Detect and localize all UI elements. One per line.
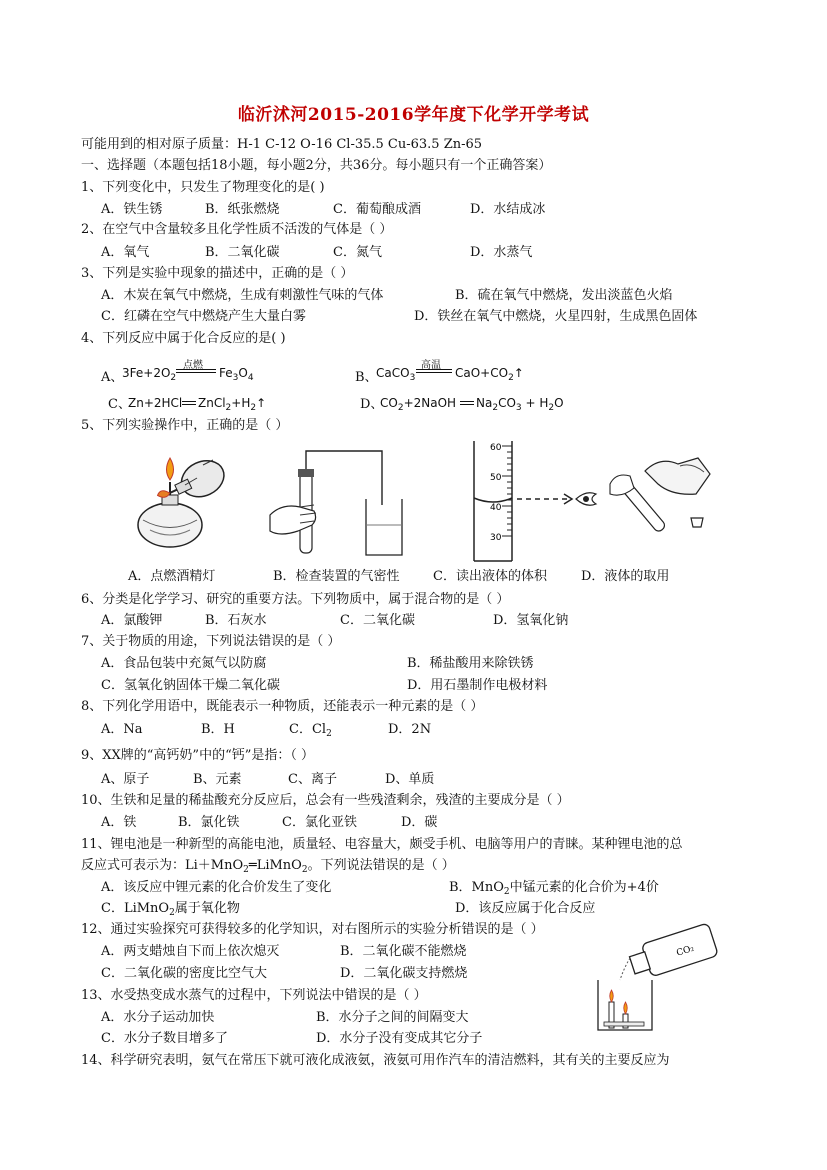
q13-option-a: A．水分子运动加快	[101, 1010, 215, 1025]
q5-option-c: C．读出液体的体积	[433, 569, 547, 584]
q8-option-a: A．Na	[101, 722, 143, 737]
q4-eq-a-right: $Fe_3O_4$	[219, 366, 254, 383]
question-10-stem: 10、生铁和足量的稀盐酸充分反应后，总会有一些残渣剩余，残渣的主要成分是（ ）	[81, 793, 570, 808]
q8-option-d: D．2N	[388, 722, 432, 737]
q3-option-a: A．木炭在氧气中燃烧，生成有刺激性气味的气体	[101, 288, 384, 303]
q4-option-c-label: C、	[108, 397, 131, 412]
q13-option-c: C．水分子数目增多了	[101, 1031, 228, 1046]
page-title: 临沂沭河2015-2016学年度下化学开学考试	[237, 105, 590, 125]
q10-option-c: C．氯化亚铁	[282, 815, 357, 830]
question-13-stem: 13、水受热变成水蒸气的过程中，下列说法中错误的是（ ）	[81, 988, 427, 1003]
question-5-stem: 5、下列实验操作中，正确的是（ ）	[81, 418, 289, 433]
q6-option-d: D．氢氧化钠	[493, 613, 569, 628]
question-1-stem: 1、下列变化中，只发生了物理变化的是( )	[81, 180, 325, 195]
cylinder-mark-40: 40	[490, 503, 502, 513]
q13-option-b: B．水分子之间的间隔变大	[316, 1010, 469, 1025]
q4-eq-c-left: Zn+2HCl	[128, 396, 183, 410]
q4-eq-c-equals	[182, 401, 196, 405]
q6-option-c: C．二氧化碳	[340, 613, 415, 628]
question-2-stem: 2、在空气中含量较多且化学性质不活泼的气体是（ ）	[81, 222, 393, 237]
q10-option-a: A．铁	[101, 815, 137, 830]
q4-option-a-label: A、	[101, 370, 124, 385]
co2-label: CO₂	[675, 943, 696, 959]
question-14-stem: 14、科学研究表明，氨气在常压下就可液化成液氨，液氨可用作汽车的清洁燃料，其有关的主要反应为	[81, 1053, 670, 1068]
q1-option-b: B．纸张燃烧	[205, 202, 280, 217]
q6-option-a: A．氯酸钾	[101, 613, 163, 628]
q4-eq-d-equals	[460, 401, 474, 405]
q11-option-b: B．MnO$_2$中锰元素的化合价为+4价	[449, 880, 659, 897]
q2-option-a: A．氧气	[101, 245, 150, 260]
q2-option-b: B．二氧化碳	[205, 245, 280, 260]
question-3-stem: 3、下列是实验中现象的描述中，正确的是（ ）	[81, 266, 354, 281]
cylinder-reading-figure	[462, 436, 612, 566]
q5-option-a: A．点燃酒精灯	[128, 569, 216, 584]
section-heading: 一、选择题（本题包括18小题，每小题2分，共36分。每小题只有一个正确答案）	[81, 158, 552, 173]
q11-option-d: D．该反应属于化合反应	[455, 901, 596, 916]
q9-option-a: A、原子	[101, 772, 150, 787]
question-4-stem: 4、下列反应中属于化合反应的是( )	[81, 331, 286, 346]
cylinder-mark-60: 60	[490, 443, 502, 453]
cylinder-mark-30: 30	[490, 533, 502, 543]
q8-option-b: B．H	[201, 722, 235, 737]
q3-option-c: C．红磷在空气中燃烧产生大量白雾	[101, 309, 306, 324]
q4-eq-d-right: $Na_2CO_3 + H_2O$	[476, 396, 564, 413]
q4-option-d-label: D、	[360, 397, 384, 412]
question-8-stem: 8、下列化学用语中，既能表示一种物质，还能表示一种元素的是（ ）	[81, 699, 484, 714]
q5-option-d: D．液体的取用	[581, 569, 670, 584]
airtightness-figure	[262, 445, 412, 560]
q10-option-d: D．碳	[401, 815, 438, 830]
q9-option-c: C、离子	[288, 772, 337, 787]
q4-eq-d-left: $CO_2+2NaOH$	[380, 396, 457, 413]
co2-candles-figure	[590, 922, 730, 1037]
q13-option-d: D．水分子没有变成其它分子	[316, 1031, 483, 1046]
q8-option-c: C．$Cl_2$	[289, 722, 332, 739]
question-7-stem: 7、关于物质的用途，下列说法错误的是（ ）	[81, 634, 341, 649]
q3-option-b: B．硫在氧气中燃烧，发出淡蓝色火焰	[455, 288, 673, 303]
question-12-stem: 12、通过实验探究可获得较多的化学知识，对右图所示的实验分析错误的是（ ）	[81, 922, 544, 937]
atomic-masses: 可能用到的相对原子质量：H-1 C-12 O-16 Cl-35.5 Cu-63.5 Zn-65	[81, 137, 483, 152]
q9-option-b: B、元素	[193, 772, 242, 787]
q10-option-b: B．氯化铁	[178, 815, 240, 830]
q2-option-d: D．水蒸气	[470, 245, 533, 260]
q4-eq-b-arrow	[416, 369, 452, 373]
q4-eq-b-condition: 高温	[421, 360, 441, 371]
cylinder-mark-50: 50	[490, 473, 502, 483]
question-9-stem: 9、XX牌的“高钙奶”中的“钙”是指：（ ）	[81, 748, 314, 763]
q4-eq-a-left: $3Fe+2O_2$	[122, 366, 177, 383]
q5-option-b: B．检查装置的气密性	[273, 569, 400, 584]
q3-option-d: D．铁丝在氧气中燃烧，火星四射，生成黑色固体	[414, 309, 698, 324]
q4-eq-b-right: $CaO+CO_2↑$	[455, 366, 524, 383]
question-6-stem: 6、分类是化学学习、研究的重要方法。下列物质中，属于混合物的是（ ）	[81, 592, 510, 607]
question-11-stem-line2: 反应式可表示为：Li＋MnO$_2$═LiMnO$_2$。下列说法错误的是（ ）	[81, 858, 455, 875]
q2-option-c: C．氮气	[333, 245, 382, 260]
q4-option-b-label: B、	[355, 370, 378, 385]
q7-option-a: A．食品包装中充氮气以防腐	[101, 656, 267, 671]
q7-option-b: B．稀盐酸用来除铁锈	[407, 656, 534, 671]
q7-option-c: C．氢氧化钠固体干燥二氧化碳	[101, 678, 280, 693]
q4-eq-b-left: CaCO$_3$	[376, 366, 416, 383]
q4-eq-a-condition: 点燃	[183, 360, 203, 371]
q9-option-d: D、单质	[385, 772, 435, 787]
question-11-stem-line1: 11、锂电池是一种新型的高能电池，质量轻、电容量大，颇受手机、电脑等用户的青睐。某种锂电池的总	[81, 837, 683, 852]
q11-option-c: C．LiMnO$_2$属于氧化物	[101, 901, 240, 918]
q7-option-d: D．用石墨制作电极材料	[407, 678, 548, 693]
q12-option-c: C．二氧化碳的密度比空气大	[101, 966, 267, 981]
bottle-stopper-icon	[690, 516, 704, 528]
q1-option-d: D．水结成冰	[470, 202, 546, 217]
q4-eq-a-arrow	[176, 369, 216, 373]
alcohol-lamp-figure	[125, 440, 235, 560]
q1-option-c: C．葡萄酿成酒	[333, 202, 421, 217]
q12-option-b: B．二氧化碳不能燃烧	[340, 944, 467, 959]
q6-option-b: B．石灰水	[205, 613, 267, 628]
q4-eq-c-right: $ZnCl_2+H_2↑$	[198, 396, 267, 413]
q12-option-a: A．两支蜡烛自下而上依次熄灭	[101, 944, 280, 959]
q1-option-a: A．铁生锈	[101, 202, 163, 217]
q11-option-a: A．该反应中锂元素的化合价发生了变化	[101, 880, 332, 895]
q12-option-d: D．二氧化碳支持燃烧	[340, 966, 468, 981]
